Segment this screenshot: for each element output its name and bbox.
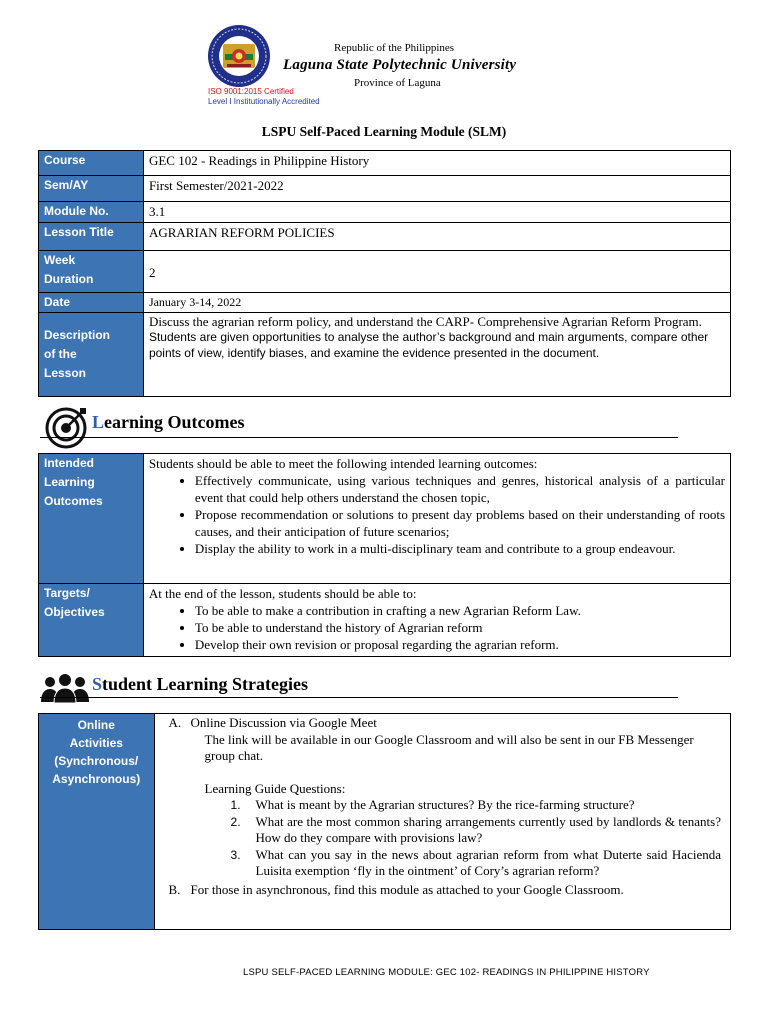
online-label-line-1: Online <box>77 718 115 732</box>
date-value: January 3-14, 2022 <box>143 293 730 313</box>
online-label-line-3: (Synchronous/ <box>54 754 139 768</box>
people-group-icon <box>40 673 90 703</box>
sem-label: Sem/AY <box>39 176 144 202</box>
list-item: • Develop their own revision or proposal regarding the agrarian reform. <box>195 636 725 653</box>
lesson-label: Lesson Title <box>39 223 144 251</box>
ilo-label <box>39 454 144 584</box>
question-text: What is meant by the Agrarian structures? By the rice-farming structure? <box>255 797 635 812</box>
list-item: • To be able to make a contribution in crafting a new Agrarian Reform Law. <box>195 602 725 619</box>
module-label: Module No. <box>39 202 144 223</box>
course-label: Course <box>39 151 144 176</box>
list-item: • To be able to understand the history of Agrarian reform <box>195 619 725 636</box>
ilo-list <box>149 472 725 557</box>
guide-questions-title: Learning Guide Questions: <box>204 780 346 796</box>
strategies-heading <box>92 674 308 695</box>
online-label-line-2: Activities <box>69 736 123 750</box>
description-sentence-1: Discuss the agrarian reform policy, and understand the CARP- Comprehensive Agrarian Reform Program. <box>148 314 702 329</box>
ilo-label-line-1: Intended <box>44 456 94 470</box>
ilo-label-line-2: Learning <box>44 475 95 489</box>
university-seal <box>207 24 271 88</box>
province-text: Province of Laguna <box>354 77 441 89</box>
course-info-table <box>38 150 731 397</box>
ilo-intro: Students should be able to meet the following intended learning outcomes: <box>148 456 538 471</box>
ilo-value <box>143 454 730 584</box>
activity-a-marker: A. <box>168 715 182 730</box>
activity-a-title: Online Discussion via Google Meet <box>190 715 377 730</box>
list-item <box>167 847 725 880</box>
outcomes-heading-rule <box>40 437 678 438</box>
activity-b <box>167 882 725 899</box>
ilo-label-line-3: Outcomes <box>44 494 103 508</box>
week-label <box>39 251 144 293</box>
question-marker: 2. <box>230 814 241 829</box>
description-value <box>143 313 730 397</box>
week-label-line-2: Duration <box>44 272 94 286</box>
question-marker: 1. <box>230 798 241 812</box>
week-value: 2 <box>143 251 730 293</box>
description-label-line-3: Lesson <box>44 366 87 380</box>
targets-label-line-1: Targets/ <box>44 586 90 600</box>
week-label-line-1: Week <box>44 253 76 267</box>
accreditation-text: Level I Institutionally Accredited <box>208 97 320 106</box>
list-item: • Display the ability to work in a multi-disciplinary team and contribute to a group endeavour. <box>195 540 725 557</box>
question-text: What can you say in the news about agrarian reform from what Duterte said Hacienda Luisita exemption ‘fly in the ointment’ of Cory’s agrarian reform? <box>255 846 721 878</box>
lesson-value: AGRARIAN REFORM POLICIES <box>143 223 730 251</box>
sem-value: First Semester/2021-2022 <box>143 176 730 202</box>
outcomes-table <box>38 453 731 657</box>
activity-b-marker: B. <box>168 881 181 897</box>
outcomes-heading-rest: earning Outcomes <box>104 412 245 432</box>
outcomes-heading <box>92 412 245 433</box>
activity-b-text: For those in asynchronous, find this module as attached to your Google Classroom. <box>190 881 624 897</box>
targets-label <box>39 584 144 657</box>
question-text: What are the most common sharing arrangements currently used by landlords & tenants? How do they compare with provisions law? <box>255 813 721 845</box>
activity-a <box>167 715 725 732</box>
university-name: Laguna State Polytechnic University <box>283 57 517 73</box>
list-item: • Effectively communicate, using various techniques and genres, historical analysis of a particular event that could help others understand the chosen topic, <box>195 472 725 506</box>
iso-certification: ISO 9001:2015 Certified <box>208 87 294 96</box>
republic-text: Republic of the Philippines <box>334 42 455 54</box>
list-item <box>167 797 725 814</box>
course-value: GEC 102 - Readings in Philippine History <box>143 151 730 176</box>
module-value: 3.1 <box>143 202 730 223</box>
description-sentence-2: Students are given opportunities to analyse the author’s background and main arguments, compare other points of view, identify biases, and examine the evidence presented in the document. <box>148 330 709 360</box>
strategies-table <box>38 713 731 930</box>
targets-intro: At the end of the lesson, students should be able to: <box>148 586 417 601</box>
module-title: LSPU Self-Paced Learning Module (SLM) <box>261 124 507 139</box>
strategies-heading-initial: S <box>92 674 103 694</box>
online-activities-value <box>154 714 730 930</box>
online-activities-label <box>39 714 155 930</box>
activity-a-body: The link will be available in our Google Classroom and will also be sent in our FB Messenger group chat. <box>204 731 694 763</box>
outcomes-heading-initial: L <box>92 412 105 432</box>
description-label-line-2: of the <box>44 347 77 361</box>
question-marker: 3. <box>230 847 241 862</box>
strategies-heading-rule <box>40 697 678 698</box>
targets-value <box>143 584 730 657</box>
list-item <box>167 814 725 847</box>
online-label-line-4: Asynchronous) <box>52 772 141 786</box>
page-footer: LSPU SELF-PACED LEARNING MODULE: GEC 102- READINGS IN PHILIPPINE HISTORY <box>243 967 650 978</box>
list-item: • Propose recommendation or solutions to present day problems based on their understanding of roots causes, and their anticipation of future scenarios; <box>195 506 725 540</box>
description-label-line-1: Description <box>44 328 111 342</box>
date-label: Date <box>39 293 144 313</box>
description-label <box>39 313 144 397</box>
targets-label-line-2: Objectives <box>44 605 105 619</box>
target-icon <box>44 405 88 449</box>
targets-list <box>149 602 725 653</box>
strategies-heading-rest: tudent Learning Strategies <box>102 674 309 694</box>
